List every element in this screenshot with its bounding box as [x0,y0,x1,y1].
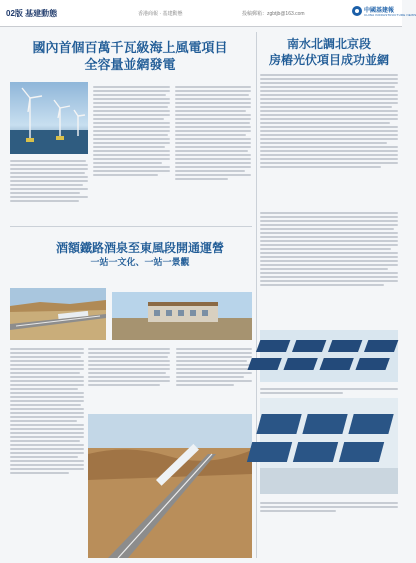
page-label: 02版 基建動態 [6,9,58,18]
page-header [0,0,416,27]
article-2-body-top [260,72,398,170]
railway-photo-bottom [88,414,252,558]
photo-2-caption [260,500,398,514]
article-3-body-right [176,346,252,388]
article-1-body-left [10,158,88,204]
contact-email: 投稿郵箱：zgbtjb@163.com [242,11,305,17]
solar-photo-2 [260,398,398,494]
article-3-body-mid [88,346,170,388]
section-divider [10,226,252,227]
railway-photo-left [10,288,106,340]
article-1-body-right [175,84,251,182]
logo-icon [352,6,362,16]
photo-1-caption [260,386,398,396]
newspaper-logo: 中國基建報 CHINA INFRASTRUCTURE NEWS [352,5,398,19]
article-3-body-left [10,346,84,476]
article-1-body-mid [93,84,170,178]
article-1-title: 國內首個百萬千瓦級海上風電項目 全容量並網發電 [32,41,228,73]
solar-photo-1 [260,330,398,382]
railway-photo-mid [112,292,252,340]
date-info: 香港商報 · 基建動態 [138,11,183,17]
article-2-title: 南水北調北京段 房樁光伏項目成功並網 [268,37,389,67]
column-divider [256,32,257,558]
article-3-title: 酒額鐵路酒泉至東風段開通運營 一站一文化、一站一景觀 [55,241,224,268]
offshore-wind-photo [10,82,88,154]
article-2-body-mid [260,210,398,288]
article-2-spacer [260,204,398,205]
